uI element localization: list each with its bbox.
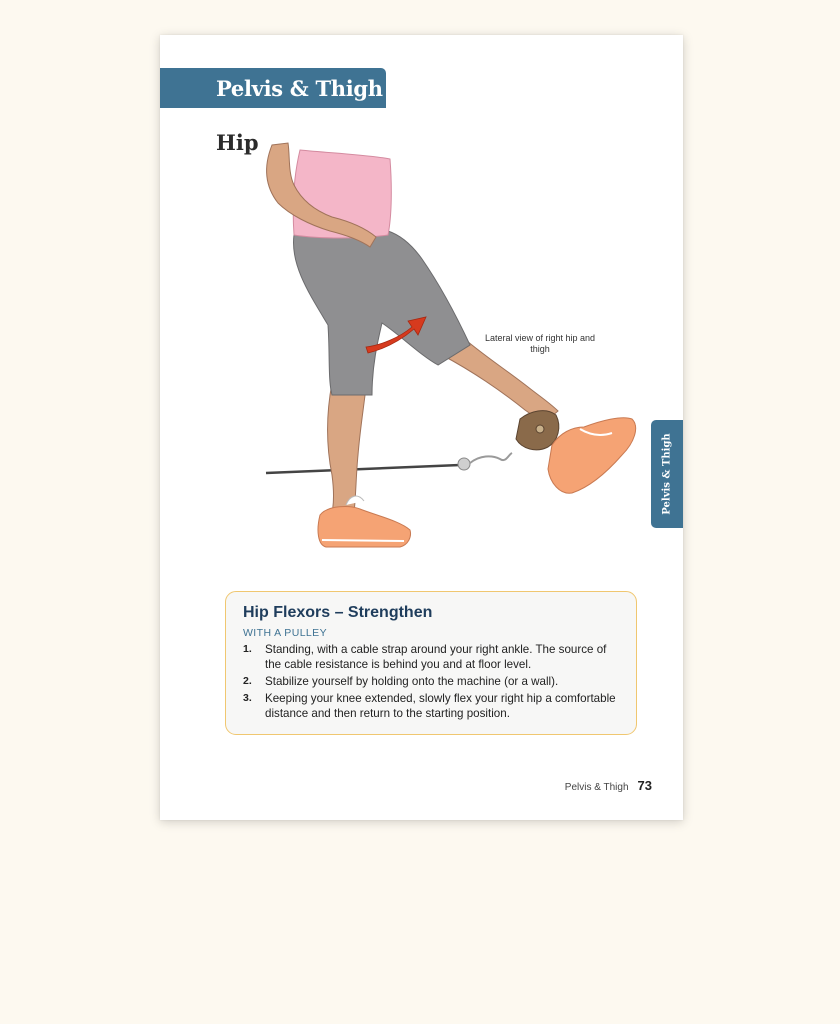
step-item <box>243 642 618 672</box>
book-page <box>160 35 683 820</box>
step-number: 1. <box>243 643 252 655</box>
step-text: Keeping your knee extended, slowly flex your right hip a comfortable distance and then return to the starting position. <box>265 692 616 720</box>
shorts <box>293 231 470 395</box>
exercise-steps <box>243 642 618 721</box>
raised-shoe <box>548 418 636 494</box>
page-footer <box>565 778 652 793</box>
step-text: Standing, with a cable strap around your right ankle. The source of the cable resistance is behind you and at floor level. <box>265 643 607 671</box>
exercise-illustration <box>160 35 683 575</box>
page-number: 73 <box>637 778 652 793</box>
exercise-title: Hip Flexors – Strengthen <box>243 604 433 621</box>
side-tab-label: Pelvis & Thigh <box>661 433 673 515</box>
exercise-box <box>225 591 637 735</box>
step-text: Stabilize yourself by holding onto the machine (or a wall). <box>265 675 559 688</box>
step-item <box>243 691 618 721</box>
step-item <box>243 674 618 689</box>
side-tab[interactable] <box>651 420 683 528</box>
step-number: 3. <box>243 692 252 704</box>
exercise-subtitle: WITH A PULLEY <box>243 627 327 639</box>
step-number: 2. <box>243 675 252 687</box>
footer-section: Pelvis & Thigh <box>564 782 629 793</box>
standing-leg <box>328 383 367 513</box>
page-heading: Hip <box>216 130 259 155</box>
pulley-cable <box>266 465 460 473</box>
section-banner-title: Pelvis & Thigh <box>216 75 383 101</box>
cable-ball <box>458 458 470 470</box>
illustration-caption: Lateral view of right hip and thigh <box>484 333 596 354</box>
cable-clip <box>470 453 512 463</box>
